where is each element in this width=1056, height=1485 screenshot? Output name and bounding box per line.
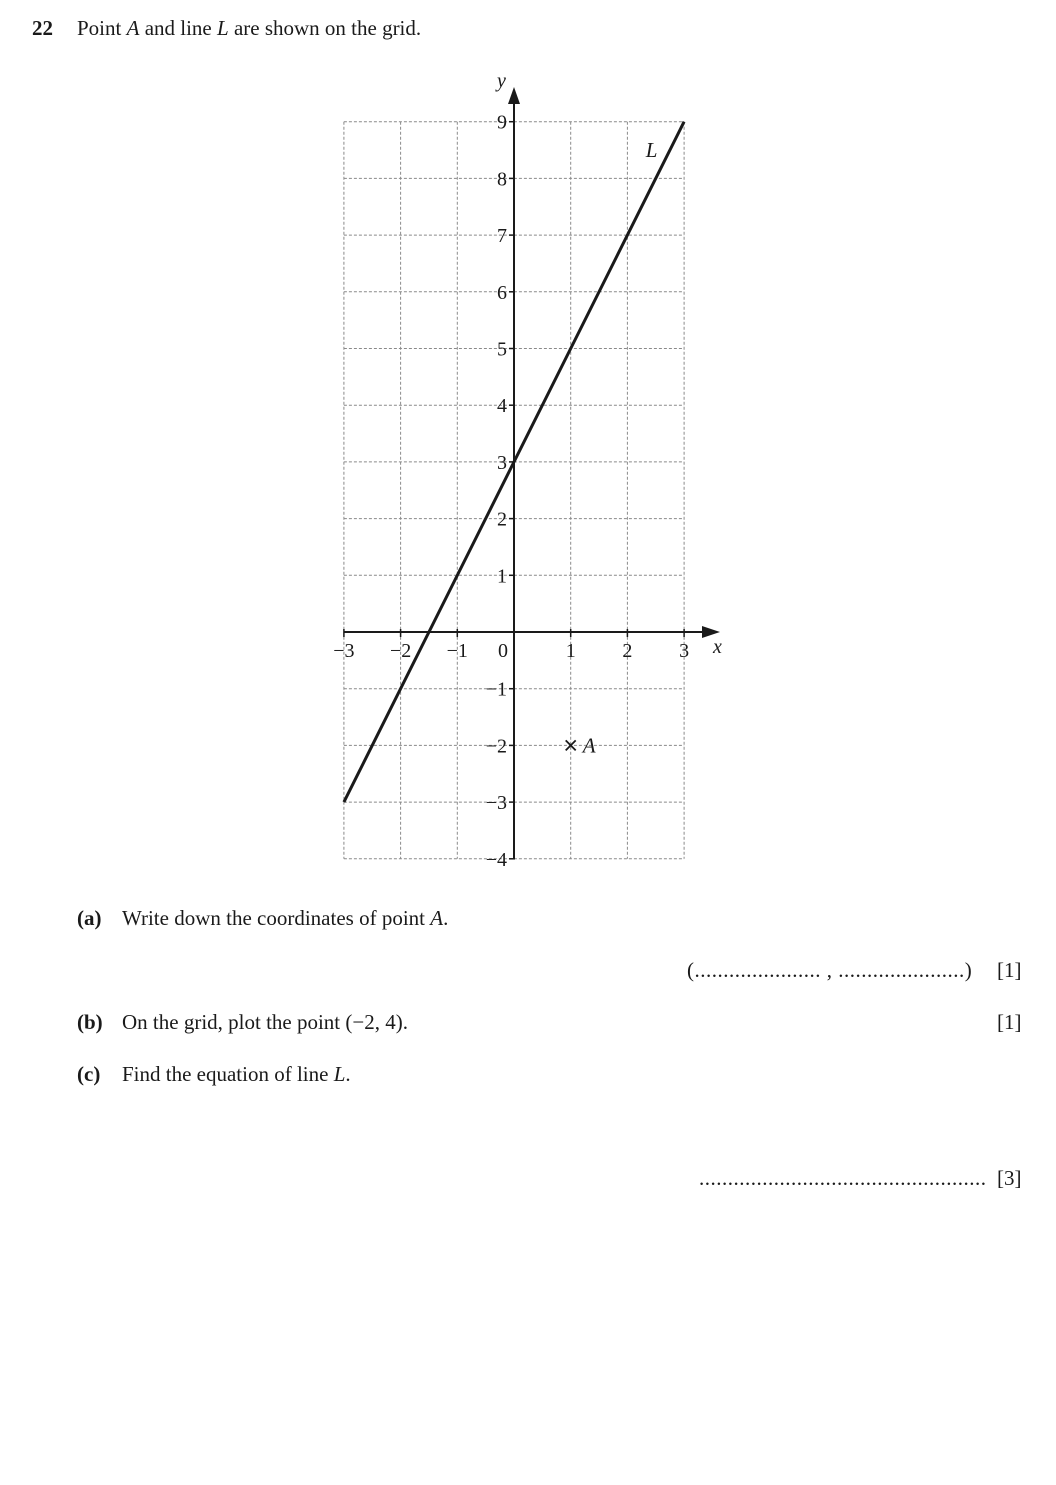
part-c-text-pre: Find the equation of line	[122, 1062, 334, 1086]
part-b-label: (b)	[77, 1010, 103, 1034]
y-tick-label: 3	[497, 451, 507, 474]
stem-post: are shown on the grid.	[228, 16, 422, 40]
point-a-label: A	[582, 733, 596, 758]
axis-ticks	[333, 112, 689, 871]
question-number: 22	[32, 16, 53, 40]
y-tick-label: 2	[497, 508, 507, 531]
x-tick-label: 2	[622, 640, 633, 662]
part-b-text: On the grid, plot the point (−2, 4).	[122, 1010, 408, 1034]
stem-mid: and line	[139, 16, 217, 40]
series-label-l: L	[645, 138, 658, 163]
y-tick-label: −3	[485, 792, 507, 815]
x-tick-label: 3	[679, 640, 690, 662]
x-tick-label: −1	[446, 640, 468, 662]
part-c-text	[122, 1062, 351, 1087]
y-tick-label: −2	[485, 735, 507, 758]
x-tick-label: −2	[389, 640, 412, 662]
part-c-answer-line[interactable]: ..................................................	[699, 1166, 987, 1190]
y-tick-label: 4	[497, 395, 507, 418]
y-axis-label: y	[497, 70, 506, 92]
stem-var-a: A	[126, 16, 140, 40]
y-tick-label: 1	[497, 565, 507, 588]
part-a-answer-line[interactable]: (...................... , ......................)	[687, 958, 973, 982]
y-tick-label: 5	[497, 338, 507, 361]
part-c-text-var: L	[333, 1062, 346, 1086]
y-tick-label: 6	[497, 281, 507, 304]
part-c-marks: [3]	[997, 1166, 1022, 1190]
part-a-label: (a)	[77, 906, 102, 930]
x-tick-label: −3	[333, 640, 355, 662]
part-a-text	[122, 906, 448, 931]
y-tick-label: 8	[497, 168, 507, 191]
part-a-text-var: A	[430, 906, 444, 930]
stem-var-l: L	[217, 16, 229, 40]
y-tick-label: 7	[497, 225, 507, 248]
stem-pre: Point	[77, 16, 127, 40]
part-c-text-post: .	[345, 1062, 351, 1086]
part-a-text-pre: Write down the coordinates of point	[122, 906, 431, 930]
part-a-text-post: .	[443, 906, 449, 930]
x-axis-label: x	[713, 636, 722, 658]
y-tick-label: −1	[485, 678, 507, 701]
part-b-marks: [1]	[997, 1010, 1022, 1034]
y-tick-label: 9	[497, 111, 507, 134]
y-tick-label: −4	[485, 848, 507, 871]
x-tick-label: 1	[565, 640, 576, 662]
part-a-marks: [1]	[997, 958, 1022, 982]
y-axis-arrow	[508, 87, 520, 104]
x-tick-label: 0	[498, 640, 508, 662]
part-c-label: (c)	[77, 1062, 101, 1086]
